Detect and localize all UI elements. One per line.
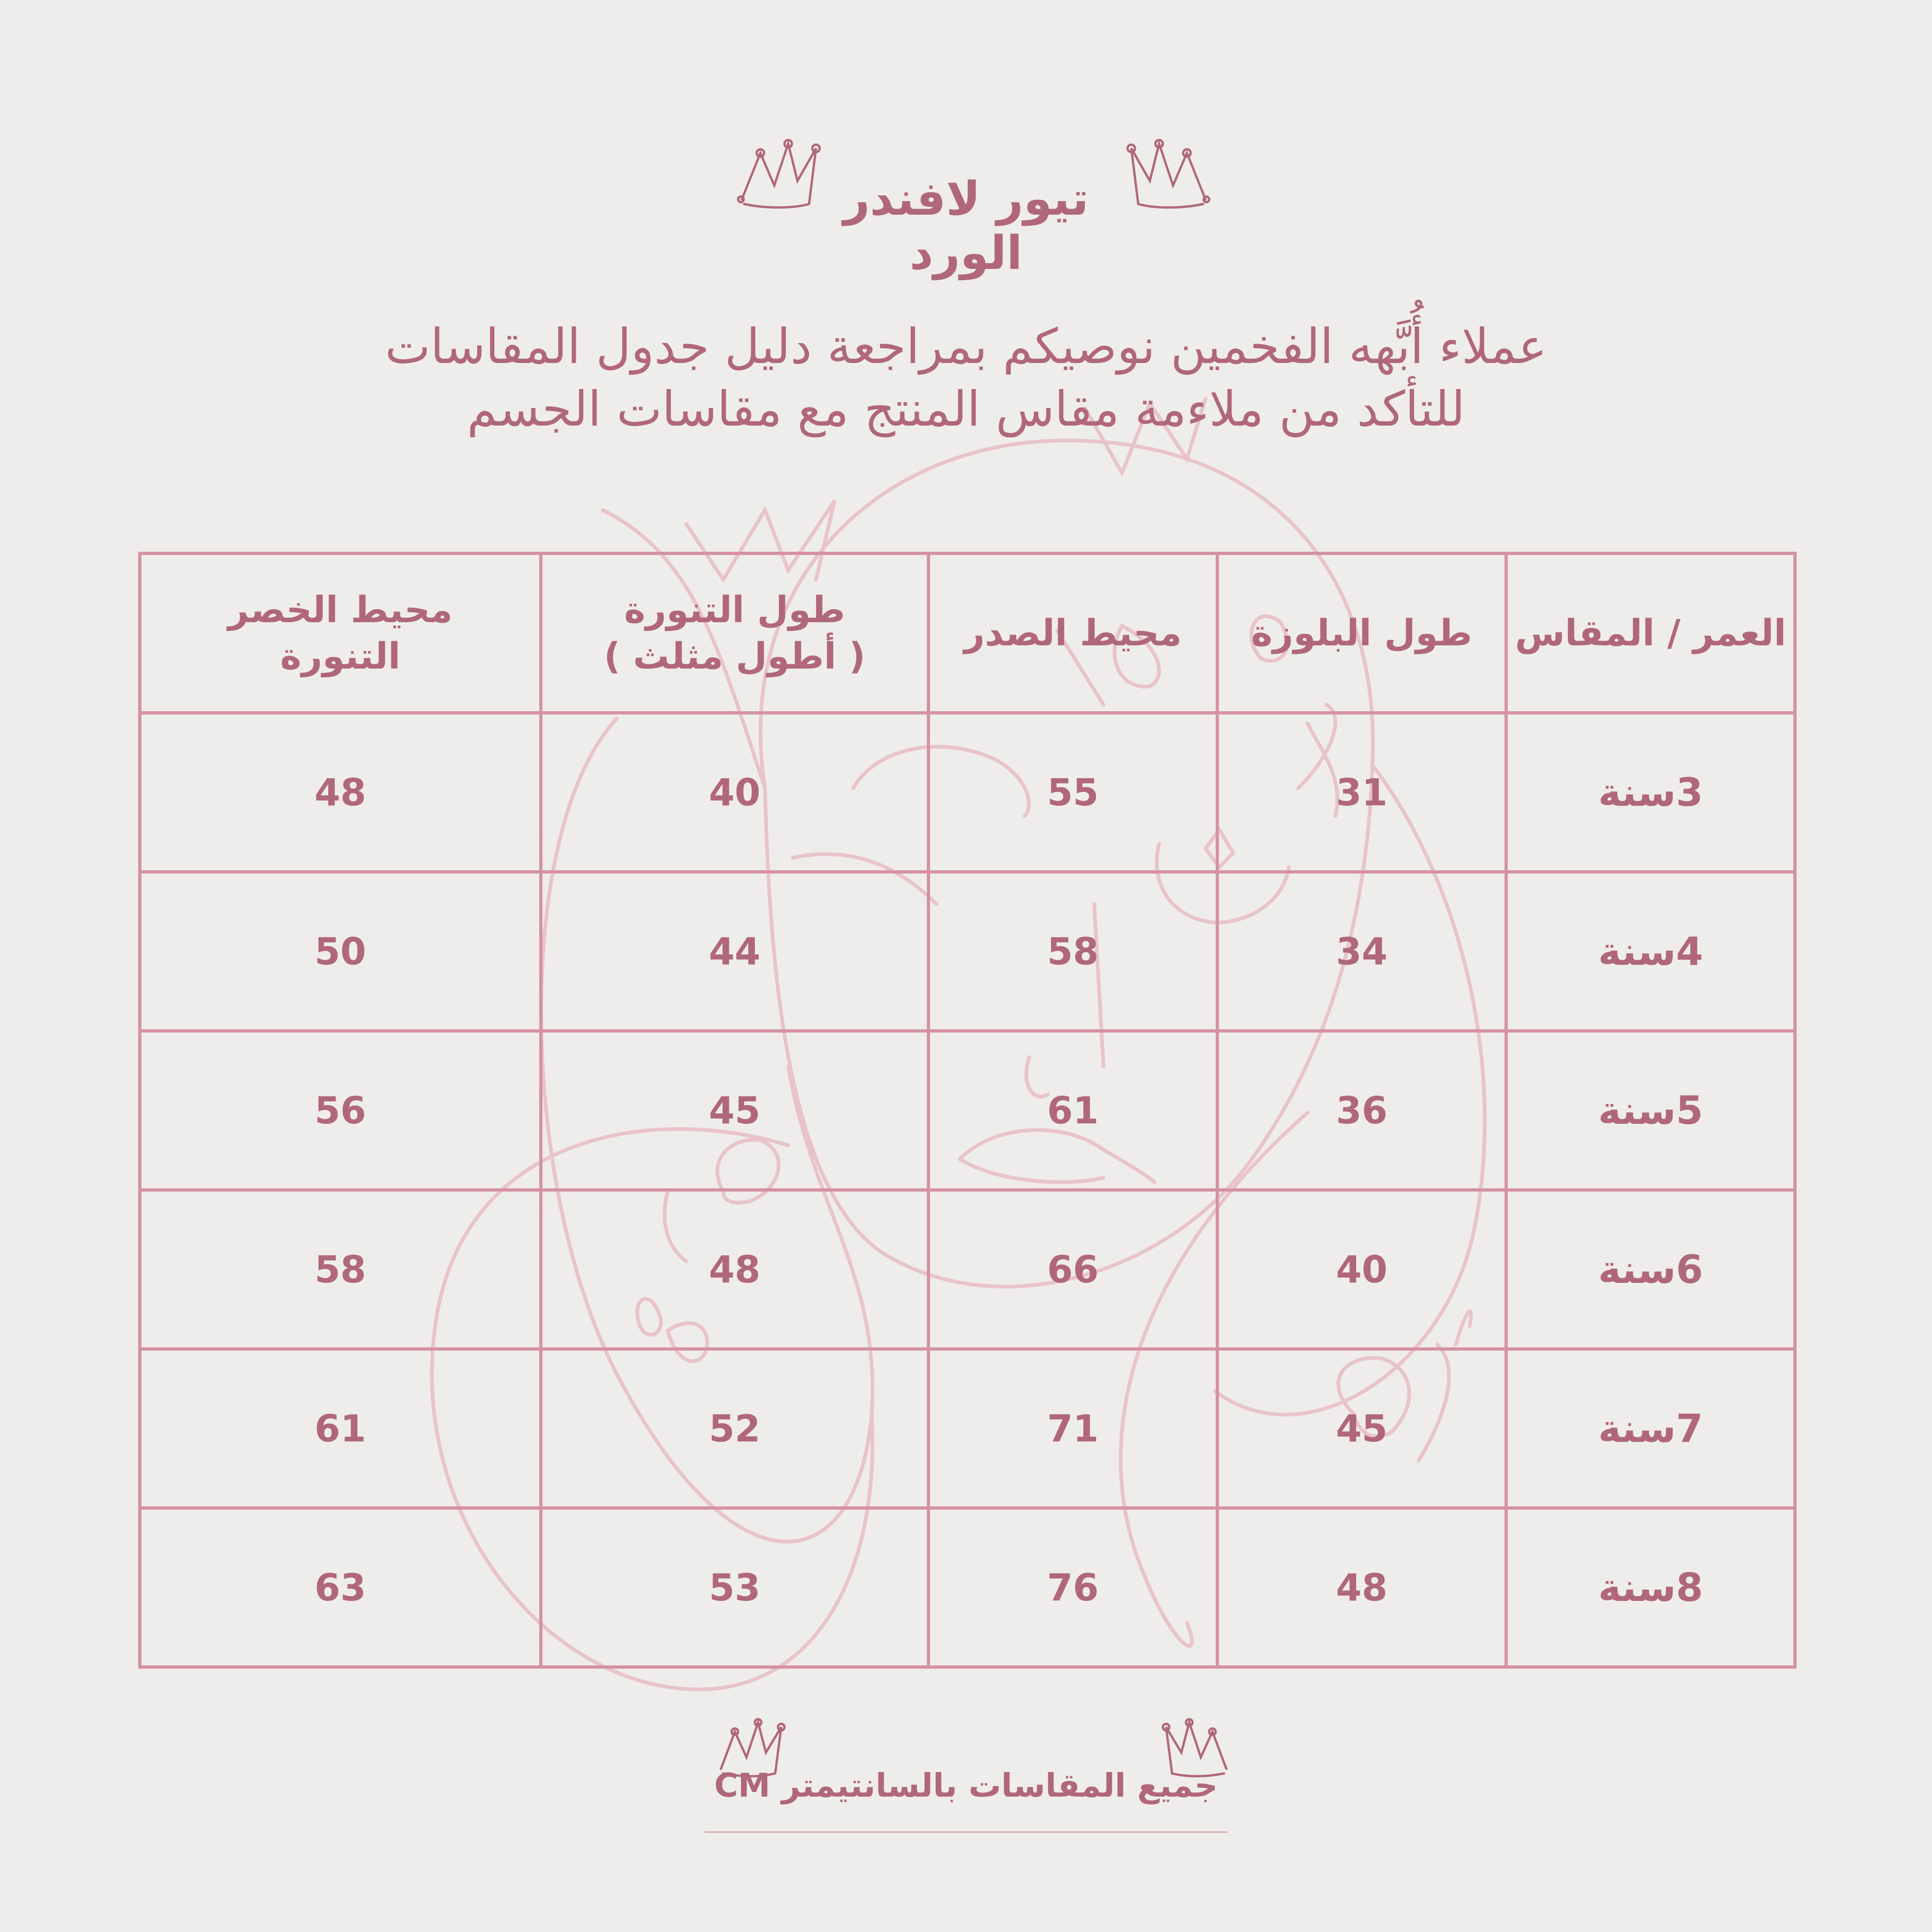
page-title: تيور لافندر الورد [843,172,1089,280]
cell-skirt-length: 40 [541,713,929,872]
header-skirt-length [541,554,929,713]
header-skirt-waist-line1: محيط الخصر [228,589,453,631]
cell-age: 4سنة [1506,872,1795,1031]
cell-chest: 58 [929,872,1218,1031]
intro-line-1: عملاء أُبَّهه الفخمين نوصيكم بمراجعة دليل جدول المقاسات [385,318,1547,375]
cell-age: 3سنة [1506,713,1795,872]
table-header-row [140,554,1795,713]
cell-skirt-waist: 50 [140,872,541,1031]
cell-chest: 66 [929,1190,1218,1349]
cell-chest: 55 [929,713,1218,872]
cell-skirt-length: 52 [541,1349,929,1508]
cell-chest: 61 [929,1031,1218,1190]
header-skirt-waist [140,554,541,713]
cell-age: 6سنة [1506,1190,1795,1349]
intro-line-2: للتأكد من ملاءمة مقاس المنتج مع مقاسات الجسم [467,381,1465,437]
cell-skirt-length: 48 [541,1190,929,1349]
crown-icon [1159,1715,1233,1780]
cell-skirt-length: 44 [541,872,929,1031]
cell-skirt-waist: 58 [140,1190,541,1349]
table-row [140,872,1795,1031]
cell-age: 7سنة [1506,1349,1795,1508]
header-age-size: العمر / المقاس [1506,554,1795,713]
cell-chest: 71 [929,1349,1218,1508]
table-row [140,713,1795,872]
intro-text [232,315,1700,440]
cell-chest: 76 [929,1508,1218,1667]
cell-blouse-length: 34 [1218,872,1506,1031]
cell-age: 8سنة [1506,1508,1795,1667]
cell-blouse-length: 48 [1218,1508,1506,1667]
units-note: جميع المقاسات بالسانتيمتر CM [714,1766,1218,1804]
crown-icon [1122,134,1215,213]
cell-skirt-length: 53 [541,1508,929,1667]
cell-skirt-waist: 61 [140,1349,541,1508]
cell-skirt-length: 45 [541,1031,929,1190]
cell-blouse-length: 36 [1218,1031,1506,1190]
table-row [140,1349,1795,1508]
header-skirt-length-line2: ( أطول مثلث ) [604,635,866,677]
table-row [140,1031,1795,1190]
cell-blouse-length: 40 [1218,1190,1506,1349]
footer-divider [705,1831,1227,1833]
cell-age: 5سنة [1506,1031,1795,1190]
header-chest: محيط الصدر [929,554,1218,713]
cell-skirt-waist: 63 [140,1508,541,1667]
cell-blouse-length: 31 [1218,713,1506,872]
table-row [140,1508,1795,1667]
cell-skirt-waist: 56 [140,1031,541,1190]
cell-blouse-length: 45 [1218,1349,1506,1508]
header-skirt-length-line1: طول التنورة [624,589,845,631]
size-table [138,552,1797,1669]
header-skirt-waist-line2: التنورة [280,635,401,677]
title-row [0,134,1932,280]
header-blouse-length: طول البلوزة [1218,554,1506,713]
table-row [140,1190,1795,1349]
footer [0,1715,1932,1836]
cell-skirt-waist: 48 [140,713,541,872]
